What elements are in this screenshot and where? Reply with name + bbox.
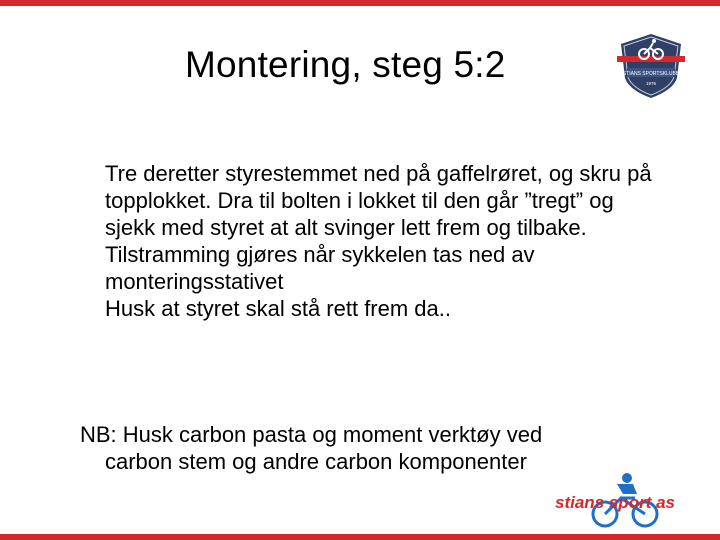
note-line: carbon stem og andre carbon komponenter: [105, 449, 527, 474]
paragraph: Husk at styret skal stå rett frem da..: [105, 296, 451, 321]
slide-body: [105, 160, 665, 322]
paragraph: Tilstramming gjøres når sykkelen tas ned av monteringsstativet: [105, 242, 535, 294]
svg-text:stians sport as: stians sport as: [555, 493, 675, 512]
slide-title: Montering, steg 5:2: [185, 44, 506, 85]
top-accent-bar: [0, 0, 720, 6]
note-text: [80, 421, 640, 475]
bottom-accent-bar: [0, 534, 720, 540]
note-line: NB: Husk carbon pasta og moment verktøy ved: [80, 422, 543, 447]
club-badge-logo: [617, 32, 685, 100]
stians-sport-logo: [545, 470, 685, 530]
svg-text:STIANS SPORTSKLUBB: STIANS SPORTSKLUBB: [622, 71, 680, 77]
paragraph: Tre deretter styrestemmet ned på gaffelrøret, og skru på topplokket. Dra til bolten i lokket til den går ”tregt” og sjekk med styret at alt svinger lett frem og tilbake.: [105, 161, 652, 240]
svg-text:1976: 1976: [645, 81, 657, 86]
